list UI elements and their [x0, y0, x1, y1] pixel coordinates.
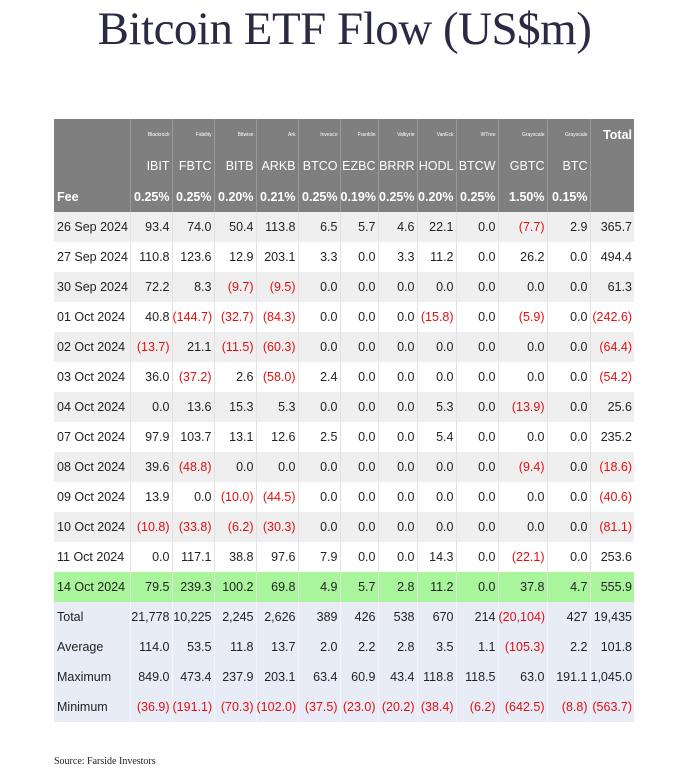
- flow-cell: 2.4: [298, 362, 340, 392]
- flow-cell: (15.8): [417, 302, 456, 332]
- summary-cell: (191.1): [172, 692, 214, 722]
- flow-cell: 0.0: [378, 332, 417, 362]
- flow-cell: 103.7: [172, 422, 214, 452]
- flow-cell: (13.9): [498, 392, 547, 422]
- issuer-header: Valkyrie: [378, 119, 417, 150]
- flow-cell: 365.7: [590, 212, 634, 242]
- flow-cell: (84.3): [256, 302, 298, 332]
- fee-header-row: [54, 181, 634, 212]
- summary-cell: (105.3): [498, 632, 547, 662]
- flow-cell: 117.1: [172, 542, 214, 572]
- flow-cell: 7.9: [298, 542, 340, 572]
- flow-cell: 0.0: [340, 452, 378, 482]
- flow-cell: 0.0: [340, 272, 378, 302]
- flow-cell: 5.7: [340, 212, 378, 242]
- ticker-header: EZBC: [340, 150, 378, 181]
- flow-cell: (144.7): [172, 302, 214, 332]
- flow-cell: 0.0: [340, 332, 378, 362]
- flow-cell: 2.8: [378, 572, 417, 602]
- flow-cell: 0.0: [378, 392, 417, 422]
- summary-cell: 2,245: [214, 602, 256, 632]
- date-cell: 14 Oct 2024: [54, 572, 130, 602]
- flow-cell: 123.6: [172, 242, 214, 272]
- flow-cell: 0.0: [417, 482, 456, 512]
- flow-cell: 0.0: [456, 362, 498, 392]
- flow-cell: 0.0: [256, 452, 298, 482]
- issuer-header: Grayscale: [498, 119, 547, 150]
- summary-cell: 538: [378, 602, 417, 632]
- flow-cell: 0.0: [298, 332, 340, 362]
- summary-cell: 19,435: [590, 602, 634, 632]
- date-cell: 27 Sep 2024: [54, 242, 130, 272]
- ticker-header: ARKB: [256, 150, 298, 181]
- summary-cell: (20.2): [378, 692, 417, 722]
- flow-cell: (5.9): [498, 302, 547, 332]
- flow-cell: 0.0: [456, 392, 498, 422]
- fee-value: 0.20%: [214, 181, 256, 212]
- summary-cell: (8.8): [547, 692, 590, 722]
- flow-cell: 0.0: [547, 272, 590, 302]
- flow-cell: 3.3: [378, 242, 417, 272]
- flow-cell: 0.0: [547, 452, 590, 482]
- issuer-header: Franklin: [340, 119, 378, 150]
- summary-cell: (36.9): [130, 692, 172, 722]
- date-cell: 26 Sep 2024: [54, 212, 130, 242]
- flow-cell: 36.0: [130, 362, 172, 392]
- flow-cell: 0.0: [456, 212, 498, 242]
- date-cell: 07 Oct 2024: [54, 422, 130, 452]
- flow-cell: 26.2: [498, 242, 547, 272]
- flow-cell: 12.9: [214, 242, 256, 272]
- ticker-header: GBTC: [498, 150, 547, 181]
- date-cell: 04 Oct 2024: [54, 392, 130, 422]
- flow-cell: 0.0: [298, 272, 340, 302]
- date-cell: 09 Oct 2024: [54, 482, 130, 512]
- summary-cell: 426: [340, 602, 378, 632]
- flow-cell: (60.3): [256, 332, 298, 362]
- flow-cell: (242.6): [590, 302, 634, 332]
- flow-cell: 0.0: [498, 332, 547, 362]
- summary-label: Average: [54, 632, 130, 662]
- flow-cell: 494.4: [590, 242, 634, 272]
- flow-cell: 21.1: [172, 332, 214, 362]
- flow-cell: (40.6): [590, 482, 634, 512]
- flow-cell: 0.0: [456, 272, 498, 302]
- flow-cell: 11.2: [417, 242, 456, 272]
- flow-cell: 5.3: [417, 392, 456, 422]
- fee-value: 0.25%: [298, 181, 340, 212]
- flow-cell: (58.0): [256, 362, 298, 392]
- table-row: [54, 302, 634, 332]
- flow-cell: 0.0: [298, 392, 340, 422]
- flow-cell: 0.0: [340, 242, 378, 272]
- flow-cell: (10.0): [214, 482, 256, 512]
- flow-cell: 0.0: [456, 482, 498, 512]
- flow-cell: 0.0: [340, 512, 378, 542]
- flow-cell: (18.6): [590, 452, 634, 482]
- flow-cell: 0.0: [172, 482, 214, 512]
- summary-row: [54, 602, 634, 632]
- summary-row: [54, 632, 634, 662]
- date-cell: 11 Oct 2024: [54, 542, 130, 572]
- flow-cell: 79.5: [130, 572, 172, 602]
- flow-cell: (9.4): [498, 452, 547, 482]
- flow-cell: 14.3: [417, 542, 456, 572]
- summary-cell: 53.5: [172, 632, 214, 662]
- date-cell: 30 Sep 2024: [54, 272, 130, 302]
- flow-cell: 100.2: [214, 572, 256, 602]
- flow-cell: (54.2): [590, 362, 634, 392]
- flow-cell: (32.7): [214, 302, 256, 332]
- flow-cell: 0.0: [547, 362, 590, 392]
- flow-cell: 25.6: [590, 392, 634, 422]
- flow-cell: 8.3: [172, 272, 214, 302]
- flow-cell: 0.0: [214, 452, 256, 482]
- flow-cell: 50.4: [214, 212, 256, 242]
- etf-flow-table: [54, 119, 634, 722]
- header-blank: [590, 181, 634, 212]
- summary-label: Minimum: [54, 692, 130, 722]
- flow-cell: 0.0: [340, 542, 378, 572]
- summary-cell: (20,104): [498, 602, 547, 632]
- flow-cell: 0.0: [340, 302, 378, 332]
- flow-cell: 15.3: [214, 392, 256, 422]
- summary-cell: (70.3): [214, 692, 256, 722]
- summary-cell: (37.5): [298, 692, 340, 722]
- table-row: [54, 362, 634, 392]
- flow-cell: 0.0: [547, 392, 590, 422]
- table-row: [54, 422, 634, 452]
- flow-cell: 0.0: [547, 542, 590, 572]
- flow-cell: 0.0: [498, 362, 547, 392]
- flow-cell: 13.9: [130, 482, 172, 512]
- fee-label: Fee: [54, 181, 130, 212]
- fee-value: 0.15%: [547, 181, 590, 212]
- summary-cell: 101.8: [590, 632, 634, 662]
- table-row: [54, 272, 634, 302]
- total-header: Total: [590, 119, 634, 150]
- flow-cell: 0.0: [340, 422, 378, 452]
- issuer-header: Ark: [256, 119, 298, 150]
- flow-cell: 0.0: [378, 542, 417, 572]
- flow-cell: 0.0: [547, 422, 590, 452]
- flow-cell: 0.0: [417, 362, 456, 392]
- flow-cell: (10.8): [130, 512, 172, 542]
- summary-cell: 389: [298, 602, 340, 632]
- summary-cell: 2.0: [298, 632, 340, 662]
- flow-cell: 38.8: [214, 542, 256, 572]
- flow-cell: 6.5: [298, 212, 340, 242]
- flow-cell: 110.8: [130, 242, 172, 272]
- date-cell: 03 Oct 2024: [54, 362, 130, 392]
- flow-cell: 0.0: [298, 482, 340, 512]
- issuer-header: Fidelity: [172, 119, 214, 150]
- flow-cell: 0.0: [456, 332, 498, 362]
- summary-cell: 10,225: [172, 602, 214, 632]
- flow-cell: 0.0: [130, 542, 172, 572]
- summary-cell: (642.5): [498, 692, 547, 722]
- fee-value: 0.25%: [172, 181, 214, 212]
- flow-cell: 0.0: [378, 422, 417, 452]
- table-row: [54, 542, 634, 572]
- summary-cell: 2.2: [547, 632, 590, 662]
- summary-cell: 118.8: [417, 662, 456, 692]
- fee-value: 0.20%: [417, 181, 456, 212]
- summary-cell: 670: [417, 602, 456, 632]
- flow-cell: 0.0: [340, 362, 378, 392]
- table-row: [54, 242, 634, 272]
- date-cell: 10 Oct 2024: [54, 512, 130, 542]
- summary-cell: 3.5: [417, 632, 456, 662]
- summary-cell: (563.7): [590, 692, 634, 722]
- flow-cell: 0.0: [417, 272, 456, 302]
- ticker-header: HODL: [417, 150, 456, 181]
- ticker-header: FBTC: [172, 150, 214, 181]
- flow-cell: (7.7): [498, 212, 547, 242]
- table-row: [54, 512, 634, 542]
- flow-cell: 0.0: [417, 332, 456, 362]
- summary-cell: 427: [547, 602, 590, 632]
- summary-cell: 1.1: [456, 632, 498, 662]
- summary-cell: 63.0: [498, 662, 547, 692]
- flow-cell: 4.7: [547, 572, 590, 602]
- flow-cell: 0.0: [456, 512, 498, 542]
- fee-value: 1.50%: [498, 181, 547, 212]
- ticker-header: BITB: [214, 150, 256, 181]
- flow-cell: 11.2: [417, 572, 456, 602]
- header-corner: [54, 119, 130, 150]
- flow-cell: 113.8: [256, 212, 298, 242]
- summary-cell: (102.0): [256, 692, 298, 722]
- flow-cell: 0.0: [547, 512, 590, 542]
- flow-cell: 0.0: [498, 422, 547, 452]
- flow-cell: 37.8: [498, 572, 547, 602]
- flow-cell: 0.0: [378, 482, 417, 512]
- flow-cell: 0.0: [417, 512, 456, 542]
- flow-cell: 0.0: [340, 392, 378, 422]
- summary-cell: (38.4): [417, 692, 456, 722]
- summary-cell: 13.7: [256, 632, 298, 662]
- issuer-header: Grayscale: [547, 119, 590, 150]
- summary-cell: 473.4: [172, 662, 214, 692]
- flow-cell: 4.6: [378, 212, 417, 242]
- ticker-header-row: [54, 150, 634, 181]
- header-blank: [54, 150, 130, 181]
- summary-cell: 1,045.0: [590, 662, 634, 692]
- flow-cell: 0.0: [547, 482, 590, 512]
- flow-cell: (33.8): [172, 512, 214, 542]
- flow-cell: 2.5: [298, 422, 340, 452]
- fee-value: 0.25%: [378, 181, 417, 212]
- flow-cell: 0.0: [456, 422, 498, 452]
- summary-cell: 21,778: [130, 602, 172, 632]
- flow-cell: (6.2): [214, 512, 256, 542]
- flow-cell: 69.8: [256, 572, 298, 602]
- ticker-header: BTCO: [298, 150, 340, 181]
- table-row: [54, 332, 634, 362]
- fee-value: 0.19%: [340, 181, 378, 212]
- flow-cell: 253.6: [590, 542, 634, 572]
- chart-title: Bitcoin ETF Flow (US$m): [97, 3, 592, 55]
- flow-cell: 22.1: [417, 212, 456, 242]
- flow-cell: 13.6: [172, 392, 214, 422]
- flow-cell: (30.3): [256, 512, 298, 542]
- flow-cell: 61.3: [590, 272, 634, 302]
- flow-cell: 2.9: [547, 212, 590, 242]
- flow-cell: (22.1): [498, 542, 547, 572]
- flow-cell: (9.5): [256, 272, 298, 302]
- flow-cell: 0.0: [298, 452, 340, 482]
- summary-cell: (23.0): [340, 692, 378, 722]
- flow-cell: 0.0: [298, 302, 340, 332]
- flow-cell: (48.8): [172, 452, 214, 482]
- summary-row: [54, 692, 634, 722]
- issuer-header-row: [54, 119, 634, 150]
- ticker-header: BRRR: [378, 150, 417, 181]
- flow-cell: 3.3: [298, 242, 340, 272]
- flow-cell: 0.0: [417, 452, 456, 482]
- summary-cell: 118.5: [456, 662, 498, 692]
- flow-cell: 0.0: [547, 302, 590, 332]
- summary-cell: 2.2: [340, 632, 378, 662]
- issuer-header: WTree: [456, 119, 498, 150]
- flow-cell: 0.0: [378, 362, 417, 392]
- summary-cell: 63.4: [298, 662, 340, 692]
- flow-cell: 5.4: [417, 422, 456, 452]
- summary-cell: 60.9: [340, 662, 378, 692]
- summary-label: Maximum: [54, 662, 130, 692]
- flow-cell: 0.0: [456, 242, 498, 272]
- flow-cell: (64.4): [590, 332, 634, 362]
- summary-cell: 203.1: [256, 662, 298, 692]
- table-body: [54, 119, 634, 722]
- flow-cell: 0.0: [498, 482, 547, 512]
- flow-cell: 12.6: [256, 422, 298, 452]
- flow-cell: 39.6: [130, 452, 172, 482]
- issuer-header: Invesco: [298, 119, 340, 150]
- flow-cell: 235.2: [590, 422, 634, 452]
- table-row: [54, 572, 634, 602]
- flow-cell: 555.9: [590, 572, 634, 602]
- flow-cell: 0.0: [378, 452, 417, 482]
- summary-cell: 191.1: [547, 662, 590, 692]
- flow-cell: (13.7): [130, 332, 172, 362]
- flow-cell: 93.4: [130, 212, 172, 242]
- flow-cell: 0.0: [456, 452, 498, 482]
- date-cell: 02 Oct 2024: [54, 332, 130, 362]
- flow-cell: 0.0: [456, 302, 498, 332]
- summary-row: [54, 662, 634, 692]
- summary-cell: 11.8: [214, 632, 256, 662]
- flow-cell: 2.6: [214, 362, 256, 392]
- flow-cell: 203.1: [256, 242, 298, 272]
- flow-cell: 239.3: [172, 572, 214, 602]
- flow-cell: 0.0: [340, 482, 378, 512]
- issuer-header: Bitwise: [214, 119, 256, 150]
- flow-cell: (37.2): [172, 362, 214, 392]
- summary-cell: 43.4: [378, 662, 417, 692]
- flow-cell: 0.0: [378, 302, 417, 332]
- ticker-header: BTCW: [456, 150, 498, 181]
- flow-cell: 40.8: [130, 302, 172, 332]
- summary-cell: 237.9: [214, 662, 256, 692]
- flow-cell: 0.0: [456, 542, 498, 572]
- flow-cell: 5.3: [256, 392, 298, 422]
- table-row: [54, 212, 634, 242]
- issuer-header: VanEck: [417, 119, 456, 150]
- flow-cell: 0.0: [498, 272, 547, 302]
- flow-cell: 72.2: [130, 272, 172, 302]
- summary-cell: 114.0: [130, 632, 172, 662]
- ticker-header: IBIT: [130, 150, 172, 181]
- date-cell: 01 Oct 2024: [54, 302, 130, 332]
- summary-cell: 849.0: [130, 662, 172, 692]
- summary-cell: 2.8: [378, 632, 417, 662]
- flow-cell: (44.5): [256, 482, 298, 512]
- table-row: [54, 482, 634, 512]
- flow-cell: (11.5): [214, 332, 256, 362]
- summary-cell: 2,626: [256, 602, 298, 632]
- summary-cell: (6.2): [456, 692, 498, 722]
- source-note: Source: Farside Investors: [54, 756, 156, 767]
- issuer-header: Blackrock: [130, 119, 172, 150]
- header-blank: [590, 150, 634, 181]
- flow-cell: (9.7): [214, 272, 256, 302]
- flow-cell: 0.0: [547, 242, 590, 272]
- flow-cell: 0.0: [378, 512, 417, 542]
- fee-value: 0.21%: [256, 181, 298, 212]
- flow-cell: 0.0: [456, 572, 498, 602]
- table-row: [54, 392, 634, 422]
- flow-cell: 13.1: [214, 422, 256, 452]
- flow-cell: 0.0: [130, 392, 172, 422]
- table-row: [54, 452, 634, 482]
- flow-cell: 5.7: [340, 572, 378, 602]
- flow-cell: 0.0: [298, 512, 340, 542]
- flow-cell: 0.0: [378, 272, 417, 302]
- ticker-header: BTC: [547, 150, 590, 181]
- summary-cell: 214: [456, 602, 498, 632]
- flow-cell: 4.9: [298, 572, 340, 602]
- date-cell: 08 Oct 2024: [54, 452, 130, 482]
- fee-value: 0.25%: [130, 181, 172, 212]
- summary-label: Total: [54, 602, 130, 632]
- flow-cell: 0.0: [498, 512, 547, 542]
- flow-cell: 0.0: [547, 332, 590, 362]
- flow-cell: 97.6: [256, 542, 298, 572]
- fee-value: 0.25%: [456, 181, 498, 212]
- flow-cell: 74.0: [172, 212, 214, 242]
- flow-cell: 97.9: [130, 422, 172, 452]
- flow-cell: (81.1): [590, 512, 634, 542]
